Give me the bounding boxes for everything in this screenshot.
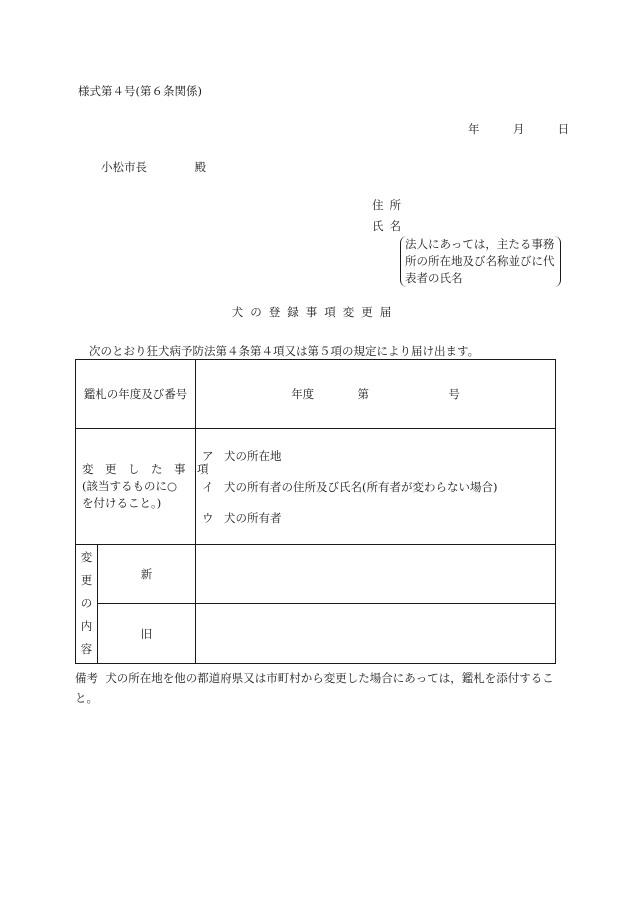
month-label: 月 xyxy=(512,122,525,136)
option-u-mark: ウ xyxy=(202,510,214,525)
document-title: 犬の登録事項変更届 xyxy=(231,305,399,319)
addressee-name: 小松市長 xyxy=(101,160,147,174)
addressee xyxy=(101,159,206,175)
name-label: 氏名 xyxy=(372,219,407,233)
old-row xyxy=(76,604,556,664)
change-label xyxy=(76,429,209,545)
option-i[interactable] xyxy=(196,478,555,496)
old-value-cell[interactable] xyxy=(196,604,556,664)
remarks xyxy=(75,668,565,708)
content-label-char-1: 変 xyxy=(80,549,93,564)
date-line xyxy=(468,121,569,137)
tag-label: 鑑札の年度及び番号 xyxy=(76,360,196,429)
addressee-honorific: 殿 xyxy=(194,160,207,174)
form-number: 様式第４号(第６条関係) xyxy=(78,84,202,98)
content-label-char-5: 容 xyxy=(80,641,93,656)
tag-number-prefix: 第 xyxy=(357,387,369,401)
remarks-head: 備考 xyxy=(75,671,98,685)
year-label: 年 xyxy=(468,122,480,136)
tag-year-label: 年度 xyxy=(291,387,315,401)
new-row xyxy=(76,545,556,604)
option-u[interactable] xyxy=(196,509,555,527)
address-label: 住所 xyxy=(372,198,407,212)
new-label: 新 xyxy=(98,545,196,604)
form-table xyxy=(75,359,556,664)
corporate-note: 法人にあっては，主たる事務所の所在地及び名称並びに代表者の氏名 xyxy=(400,236,561,287)
tag-value-cell[interactable] xyxy=(196,360,556,429)
new-value-cell[interactable] xyxy=(196,545,556,604)
content-label-char-4: 内 xyxy=(80,618,93,633)
option-i-mark: イ xyxy=(202,479,214,494)
option-a[interactable] xyxy=(196,447,555,465)
change-label-line-1: 変 更 し た 事 項 xyxy=(82,462,209,476)
intro-text: 次のとおり狂犬病予防法第４条第４項又は第５項の規定により届け出ます。 xyxy=(89,344,480,358)
option-i-text: 犬の所有者の住所及び氏名(所有者が変わらない場合) xyxy=(224,479,498,494)
tag-row xyxy=(76,360,556,429)
option-a-text: 犬の所在地 xyxy=(224,448,282,463)
option-u-text: 犬の所有者 xyxy=(224,510,282,525)
content-label xyxy=(76,545,98,664)
day-label: 日 xyxy=(557,122,570,136)
old-label: 旧 xyxy=(98,604,196,664)
remarks-text: 犬の所在地を他の都道府県又は市町村から変更した場合にあっては，鑑札を添付すること。 xyxy=(75,671,554,705)
content-label-char-3: の xyxy=(80,595,93,610)
change-label-line-3: を付けること。) xyxy=(82,496,162,510)
content-label-char-2: 更 xyxy=(80,572,93,587)
tag-number-suffix: 号 xyxy=(448,387,460,401)
option-a-mark: ア xyxy=(202,448,214,463)
change-row xyxy=(76,429,556,545)
change-options xyxy=(196,429,556,545)
change-label-line-2: (該当するものに○ xyxy=(82,479,178,493)
